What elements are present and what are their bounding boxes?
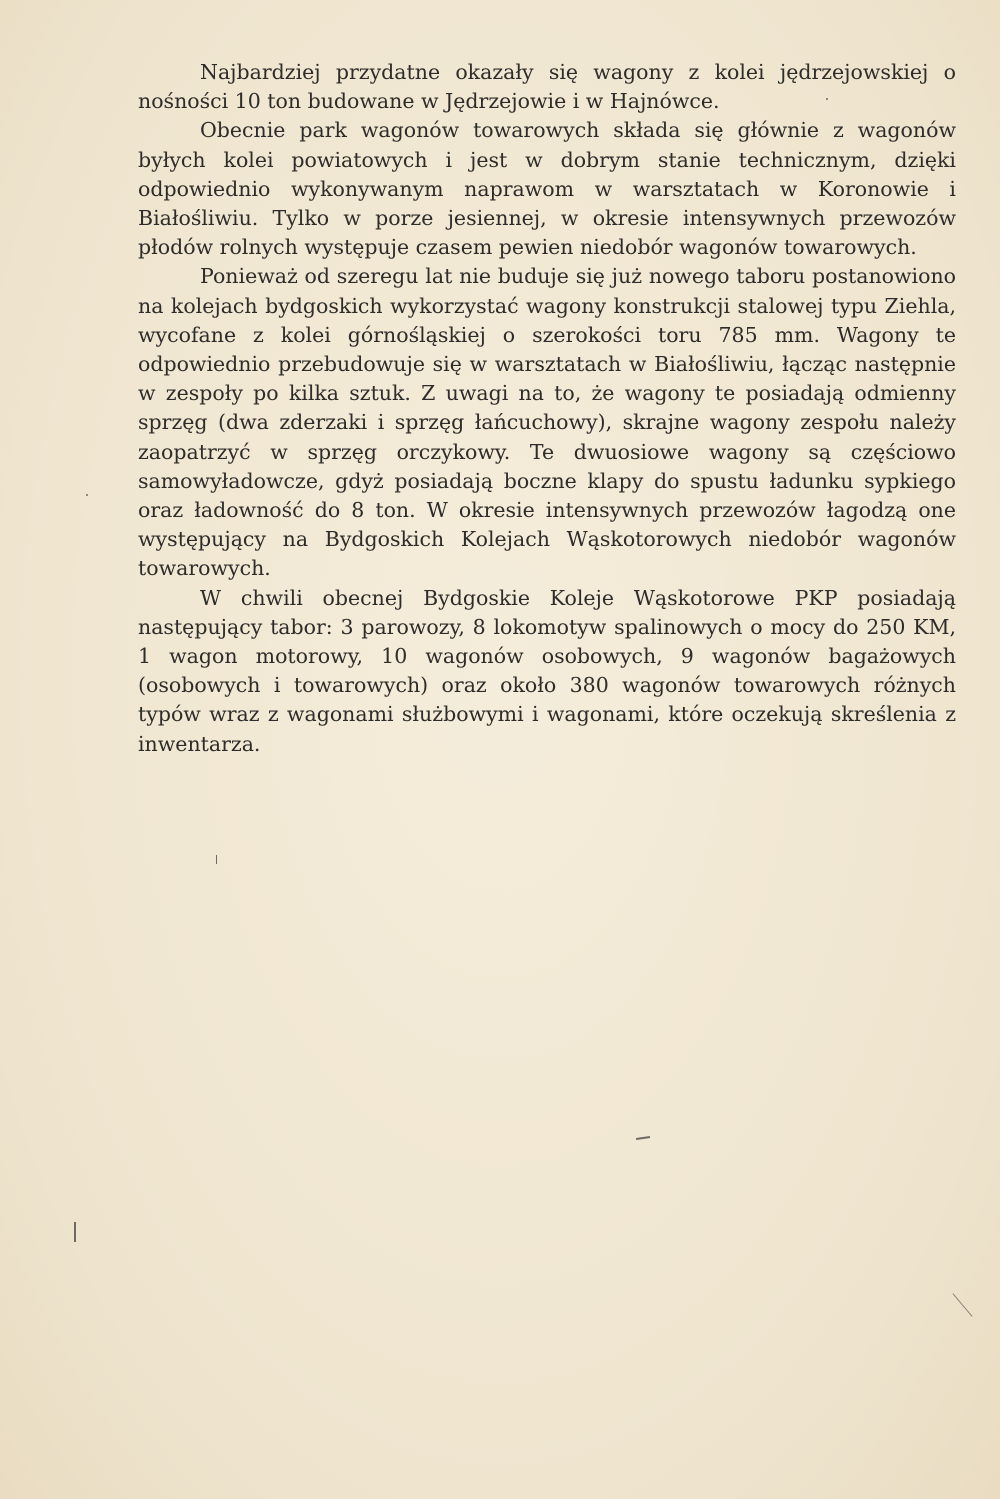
body-text	[138, 58, 956, 759]
scan-speck	[636, 1136, 650, 1139]
scan-speck	[74, 1222, 76, 1242]
paragraph-2: Obecnie park wagonów towarowych składa się głównie z wagonów byłych kolei powiatowych i jest w dobrym stanie technicznym, dzięki odpowiednio wykonywanym naprawom w warsztatach w Koronowie i Białośliwiu. Tylko w porze jesiennej, w okresie intensywnych przewozów płodów rolnych występuje czasem pewien niedobór wagonów towarowych.	[138, 118, 956, 260]
scan-speck	[216, 855, 217, 864]
paragraph-1: Najbardziej przydatne okazały się wagony z kolei jędrzejowskiej o nośności 10 ton budowane w Jędrzejowie i w Hajnówce.	[138, 60, 956, 114]
scan-speck	[86, 494, 88, 496]
scan-speck	[952, 1293, 972, 1317]
scan-speck	[826, 98, 828, 100]
paragraph-3: Ponieważ od szeregu lat nie buduje się już nowego taboru postanowiono na kolejach bydgoskich wykorzystać wagony konstrukcji stalowej typu Ziehla, wycofane z kolei górnośląskiej o szerokości toru 785 mm. Wagony te odpowiednio przebudowuje się w warsztatach w Białośliwiu, łącząc następnie w zespoły po kilka sztuk. Z uwagi na to, że wagony te posiadają odmienny sprzęg (dwa zderzaki i sprzęg łańcuchowy), skrajne wagony zespołu należy zaopatrzyć w sprzęg orczykowy. Te dwuosiowe wagony są częściowo samowyładowcze, gdyż posiadają boczne klapy do spustu ładunku sypkiego oraz ładowność do 8 ton. W okresie intensywnych przewozów łagodzą one występujący na Bydgoskich Kolejach Wąskotorowych niedobór wagonów towarowych.	[138, 264, 956, 581]
paragraph-4: W chwili obecnej Bydgoskie Koleje Wąskotorowe PKP posiadają następujący tabor: 3 parowozy, 8 lokomotyw spalinowych o mocy do 250 KM, 1 wagon motorowy, 10 wagonów osobowych, 9 wagonów bagażowych (osobowych i towarowych) oraz około 380 wagonów towarowych różnych typów wraz z wagonami służbowymi i wagonami, które oczekują skreślenia z inwentarza.	[138, 585, 956, 756]
